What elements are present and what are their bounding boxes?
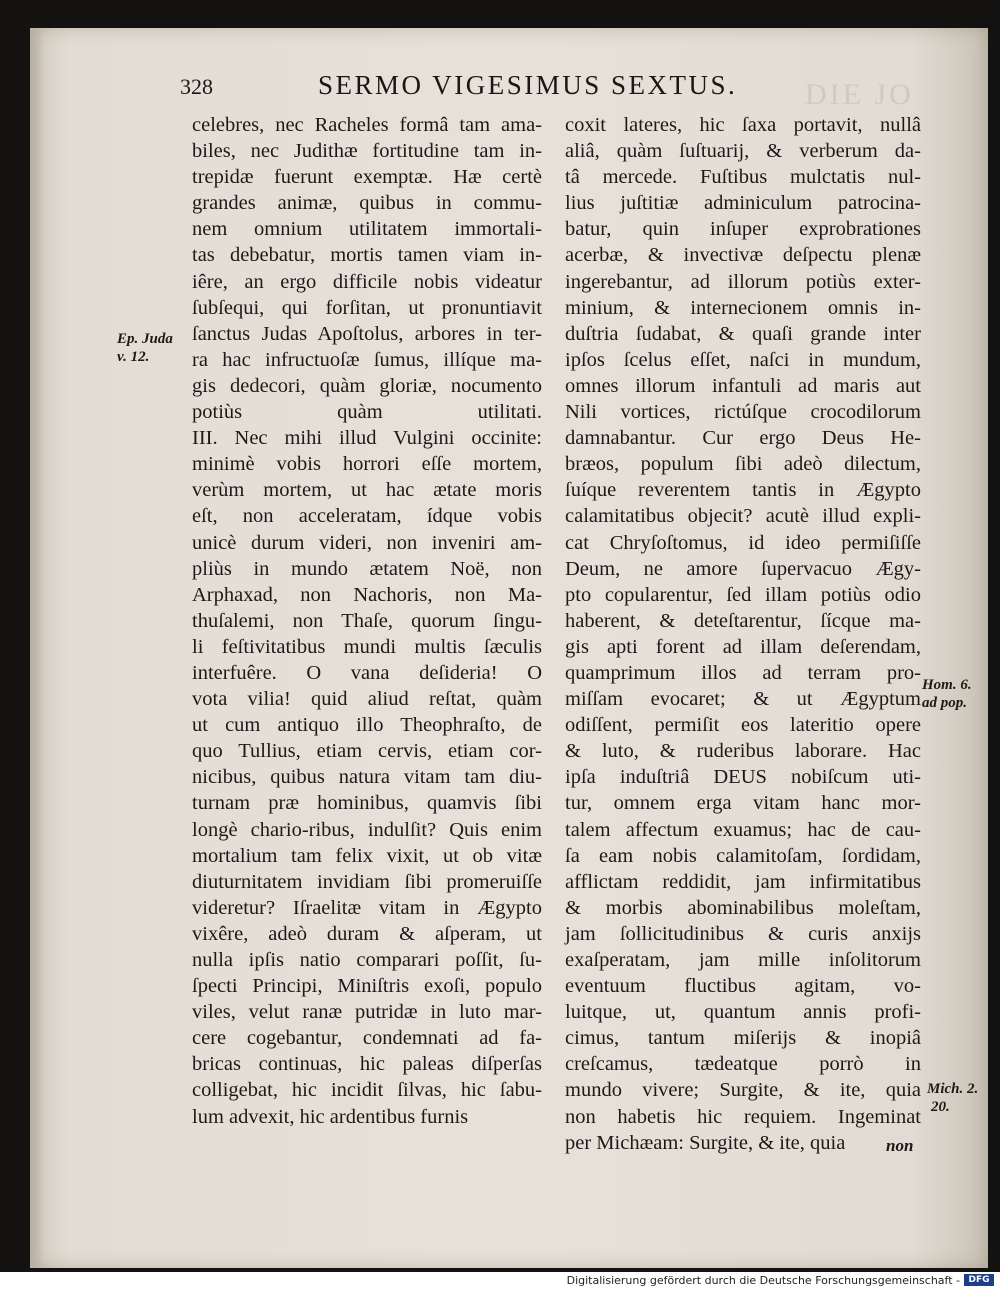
margin-note-epistle <box>117 330 173 366</box>
text-line: lius juſtitiæ adminiculum patrocina- <box>565 192 921 215</box>
margin-note-micah <box>927 1080 978 1116</box>
text-line: nicibus, quibus natura vitam tam diu- <box>192 766 542 789</box>
funding-credit: Digitalisierung gefördert durch die Deutsche Forschungsgemeinschaft - <box>566 1274 960 1287</box>
text-line: Arphaxad, non Nachoris, non Ma- <box>192 583 542 606</box>
text-line: ſuíque reverentem tantis in Ægypto <box>565 479 921 502</box>
text-line: ſpecti Principi, Miniſtris exoſi, populo <box>192 975 542 998</box>
text-line: ingerebantur, ad illorum potiùs exter- <box>565 270 921 293</box>
text-line: non habetis hic requiem. Ingeminat <box>565 1105 921 1128</box>
text-line: tur, omnem erga vitam hanc mor- <box>565 792 921 815</box>
page-number: 328 <box>180 74 213 99</box>
text-line: diuturnitatem invidiam ſibi promeruiſſe <box>192 870 542 893</box>
running-title: SERMO VIGESIMUS SEXTUS. <box>318 70 738 100</box>
text-line: eſt, non acceleratam, ídque vobis <box>192 505 542 528</box>
text-line: interfuêre. O vana deſideria! O <box>192 661 542 684</box>
text-line: pliùs in mundo ætatem Noë, non <box>192 557 542 580</box>
margin-note-line: Mich. 2. <box>927 1081 979 1097</box>
text-line: miſſam evocaret; & ut Ægyptum <box>565 688 921 711</box>
text-line: minimè vobis horrori eſſe mortem, <box>192 453 542 476</box>
text-line: ipſos ſcelus eſſet, naſci in mundum, <box>565 348 921 371</box>
text-line: bræos, populum ſibi adeò dilectum, <box>565 453 921 476</box>
running-head <box>180 70 770 108</box>
text-line: videretur? Iſraelitæ vitam in Ægypto <box>192 896 542 919</box>
text-line: eventuum fluctibus agitam, vo- <box>565 975 921 998</box>
text-line: ut cum antiquo illo Theophraſto, de <box>192 714 542 737</box>
text-line: creſcamus, tædeatque porrò in <box>565 1053 921 1076</box>
text-line: ra hac infructuoſæ ſumus, illíque ma- <box>192 348 542 371</box>
text-line: cat Chryſoſtomus, id ideo permiſiſſe <box>565 531 921 554</box>
text-line: luitque, ut, quantum annis profi- <box>565 1001 921 1024</box>
margin-note-line: v. 12. <box>117 349 150 365</box>
text-line: mundo vivere; Surgite, & ite, quia <box>565 1079 921 1102</box>
text-line: pto copularentur, ſed illam potiùs odio <box>565 583 921 606</box>
text-line: omnes illorum infantuli ad maris aut <box>565 374 921 397</box>
text-line: longè chario-ribus, indulſit? Quis enim <box>192 818 542 841</box>
text-line: odiſſent, permiſit eos lateritio opere <box>565 714 921 737</box>
text-line: gis dedecori, quàm gloriæ, nocumento <box>192 374 542 397</box>
margin-note-line: ad pop. <box>922 695 967 711</box>
text-line: colligebat, hic incidit ſilvas, hic ſabu- <box>192 1079 542 1102</box>
digitization-footer <box>0 1272 1000 1289</box>
text-line: li feſtivitatibus mundi multis ſæculis <box>192 635 542 658</box>
right-text-column <box>565 112 921 1156</box>
text-line: III. Nec mihi illud Vulgini occinite: <box>192 427 542 450</box>
text-line: ſanctus Judas Apoſtolus, arbores in ter- <box>192 322 542 345</box>
text-line: quamprimum illos ad terram pro- <box>565 661 921 684</box>
text-line: aliâ, quàm ſuſtuarij, & verberum da- <box>565 140 921 163</box>
text-line: cere cogebantur, condemnati ad fa- <box>192 1027 542 1050</box>
text-line: haberent, & deteſtarentur, ſícque ma- <box>565 609 921 632</box>
text-line: coxit lateres, hic ſaxa portavit, nullâ <box>565 114 921 136</box>
text-line: potiùs quàm utilitati. <box>192 401 542 424</box>
text-line: iêre, an ergo difficile nobis videatur <box>192 270 542 293</box>
text-line: vota vilia! quid aliud reſtat, quàm <box>192 688 542 711</box>
text-line: minium, & internecionem omnis in- <box>565 296 921 319</box>
margin-note-line: Ep. Juda <box>117 331 173 347</box>
text-line: viles, velut ranæ putridæ in luto mar- <box>192 1001 542 1024</box>
bleed-through-heading: DIE JO <box>805 78 914 111</box>
text-line: bricas continuas, hic paleas diſperſas <box>192 1053 542 1076</box>
text-line: & morbis abominabilibus moleſtam, <box>565 896 921 919</box>
text-line: per Michæam: Surgite, & ite, quia <box>565 1131 846 1154</box>
text-line: biles, nec Judithæ fortitudine tam in- <box>192 140 542 163</box>
text-line: thuſalemi, non Thaſe, quorum ſingu- <box>192 609 542 632</box>
text-line: duſtria ſudabat, & quaſi grande inter <box>565 322 921 345</box>
page-gutter-shadow <box>30 28 44 1268</box>
text-line: ipſa induſtriâ DEUS nobiſcum uti- <box>565 766 921 789</box>
text-line: celebres, nec Racheles formâ tam ama- <box>192 114 542 136</box>
text-line: acerbæ, & invectivæ deſpectu plenæ <box>565 244 921 267</box>
text-line: tâ mercede. Fuſtibus mulctatis nul- <box>565 166 921 189</box>
left-text-column <box>192 112 542 1130</box>
text-line: nem omnium utilitatem immortali- <box>192 218 542 241</box>
dfg-logo: DFG <box>964 1274 994 1286</box>
text-line: afflictam reddidit, jam infirmitatibus <box>565 870 921 893</box>
text-line: quo Tullius, etiam cervis, etiam cor- <box>192 740 542 763</box>
catchword: non <box>886 1136 914 1155</box>
text-line: verùm mortem, ut hac ætate moris <box>192 479 542 502</box>
text-line: mortalium tam felix vixit, ut ob vitæ <box>192 844 542 867</box>
text-line: trepidæ fuerunt exemptæ. Hæ certè <box>192 166 542 189</box>
margin-note-line: 20. <box>931 1099 950 1115</box>
text-line: Nili vortices, rictúſque crocodilorum <box>565 401 921 424</box>
margin-note-homily <box>922 676 972 712</box>
text-line: batur, quin inſuper exprobrationes <box>565 218 921 241</box>
text-line: Deum, ne amore ſupervacuo Ægy- <box>565 557 921 580</box>
text-line: calamitatibus objecit? acutè illud expli- <box>565 505 921 528</box>
text-line: ſa eam nobis calamitoſam, ſordidam, <box>565 844 921 867</box>
text-line: jam ſollicitudinibus & curis anxijs <box>565 922 921 945</box>
text-line: ſubſequi, qui forſitan, ut pronuntiavit <box>192 296 542 319</box>
text-line: damnabantur. Cur ergo Deus He- <box>565 427 921 450</box>
text-line: vixêre, adeò duram & aſperam, ut <box>192 922 542 945</box>
text-line: lum advexit, hic ardentibus furnis <box>192 1105 469 1128</box>
text-line: talem affectum exuamus; hac de cau- <box>565 818 921 841</box>
text-line: tas debebatur, mortis tamen viam in- <box>192 244 542 267</box>
text-line: turnam præ hominibus, quamvis ſibi <box>192 792 542 815</box>
text-line: unicè durum videri, non inveniri am- <box>192 531 542 554</box>
text-line: grandes animæ, quibus in commu- <box>192 192 542 215</box>
text-line: cimus, tantum miſerijs & inopiâ <box>565 1027 921 1050</box>
margin-note-line: Hom. 6. <box>922 677 972 693</box>
text-line: exaſperatam, jam mille inſolitorum <box>565 949 921 971</box>
text-line: gis apti forent ad illam deſerendam, <box>565 635 921 658</box>
text-line: nulla ipſis natio comparari poſſit, ſu- <box>192 949 542 971</box>
text-line: & luto, & ruderibus laborare. Hac <box>565 740 921 763</box>
